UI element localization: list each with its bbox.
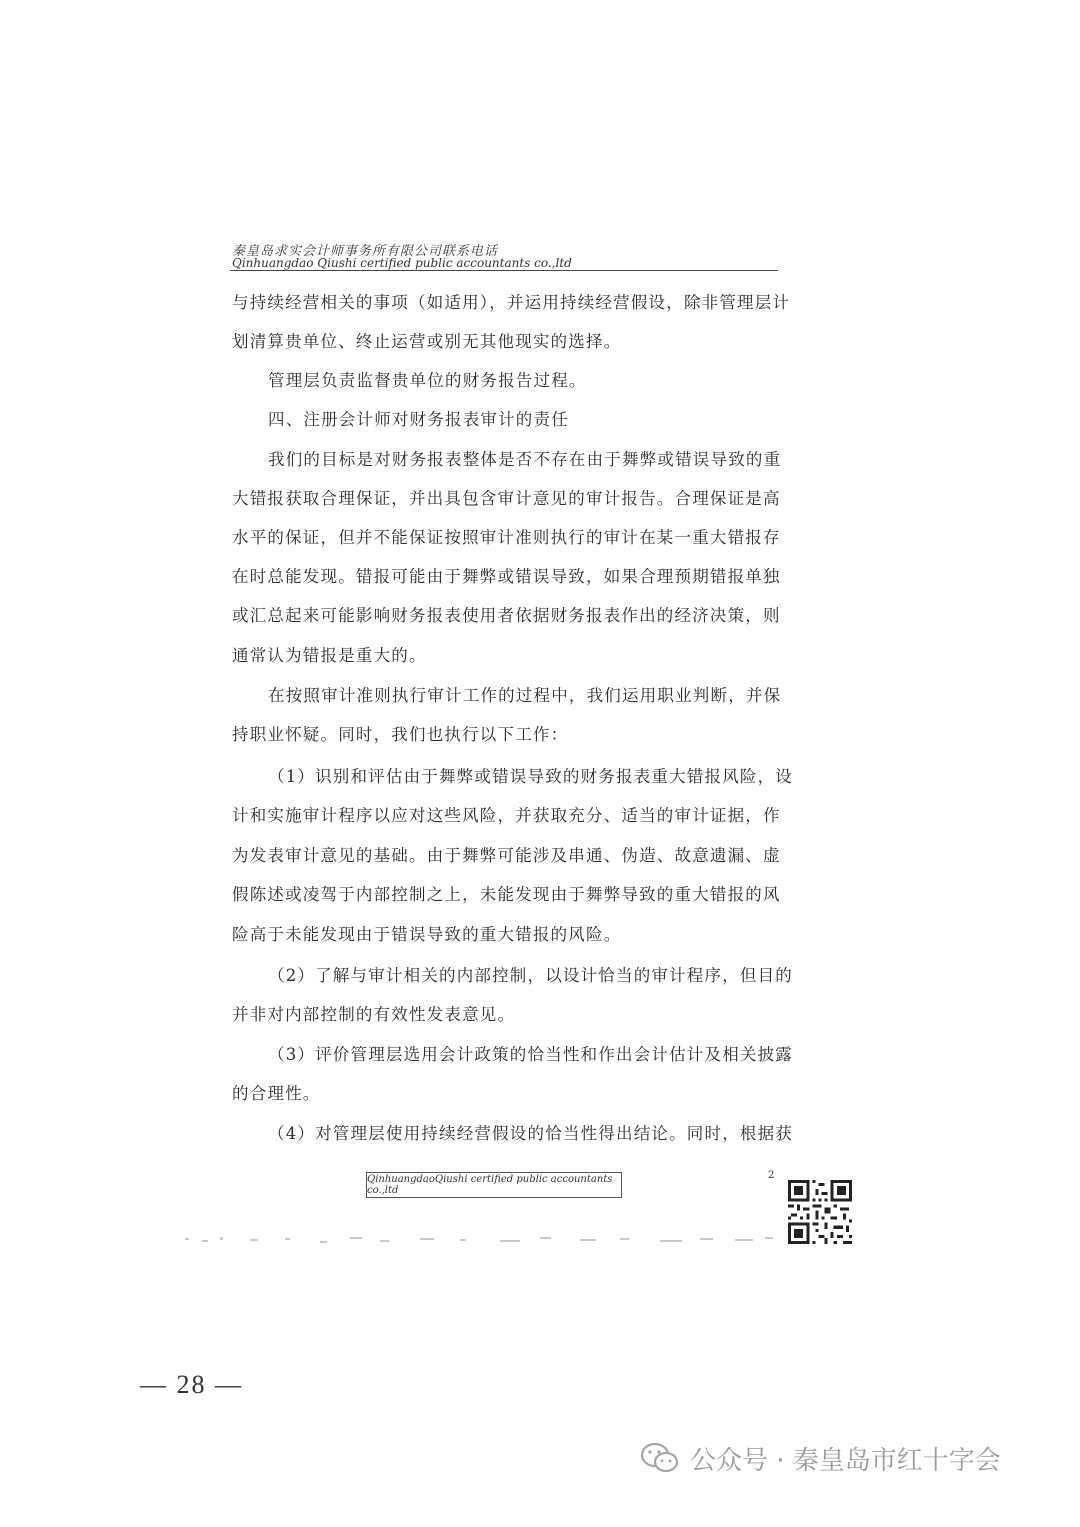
sheet-number: 2 xyxy=(768,1170,775,1181)
body-line: 在按照审计准则执行审计工作的过程中，我们运用职业判断，并保 xyxy=(268,686,782,705)
watermark-text: 公众号 · 秦皇岛市红十字会 xyxy=(690,1445,1001,1476)
body-line: 险高于未能发现由于错误导致的重大错报的风险。 xyxy=(232,925,622,944)
body-line: （4）对管理层使用持续经营假设的恰当性得出结论。同时，根据获 xyxy=(268,1124,793,1143)
header-firm-en: Qinhuangdao Qiushi certified public accountants co.,ltd xyxy=(232,256,572,270)
header-rule xyxy=(230,270,778,271)
body-line: 假陈述或凌驾于内部控制之上，未能发现由于舞弊导致的重大错报的风 xyxy=(232,885,781,904)
page-number: — 28 — xyxy=(140,1370,243,1399)
footer-firm-en: QinhuangdaoQiushi certified public accountants co.,ltd xyxy=(367,1174,613,1196)
body-line: 划清算贵单位、终止运营或别无其他现实的选择。 xyxy=(232,332,622,351)
body-line: 的合理性。 xyxy=(232,1084,321,1103)
footer-firm-box xyxy=(366,1172,622,1198)
body-line: 大错报获取合理保证，并出具包含审计意见的审计报告。合理保证是高 xyxy=(232,489,781,508)
header-firm-cn: 秦皇岛求实会计师事务所有限公司联系电话 xyxy=(232,244,499,259)
body-line: 并非对内部控制的有效性发表意见。 xyxy=(232,1005,516,1024)
qr-code-icon xyxy=(788,1180,852,1244)
body-line: 与持续经营相关的事项（如适用），并运用持续经营假设，除非管理层计 xyxy=(232,293,791,312)
body-line: 计和实施审计程序以应对这些风险，并获取充分、适当的审计证据，作 xyxy=(232,806,781,825)
body-line: （2）了解与审计相关的内部控制，以设计恰当的审计程序，但目的 xyxy=(268,966,793,985)
body-line: 为发表审计意见的基础。由于舞弊可能涉及串通、伪造、故意遗漏、虚 xyxy=(232,846,781,865)
body-line: 持职业怀疑。同时，我们也执行以下工作： xyxy=(232,725,569,744)
wechat-icon xyxy=(640,1442,680,1474)
scan-noise xyxy=(180,1232,780,1248)
watermark xyxy=(640,1440,1001,1476)
body-line: （3）评价管理层选用会计政策的恰当性和作出会计估计及相关披露 xyxy=(268,1045,793,1064)
section-heading: 四、注册会计师对财务报表审计的责任 xyxy=(268,410,569,429)
body-line: 通常认为错报是重大的。 xyxy=(232,646,427,665)
body-line: 或汇总起来可能影响财务报表使用者依据财务报表作出的经济决策，则 xyxy=(232,606,781,625)
body-line: （1）识别和评估由于舞弊或错误导致的财务报表重大错报风险，设 xyxy=(268,767,793,786)
body-line: 我们的目标是对财务报表整体是否不存在由于舞弊或错误导致的重 xyxy=(268,450,782,469)
body-line: 在时总能发现。错报可能由于舞弊或错误导致，如果合理预期错报单独 xyxy=(232,567,781,586)
body-line: 水平的保证，但并不能保证按照审计准则执行的审计在某一重大错报存 xyxy=(232,528,781,547)
body-line: 管理层负责监督贵单位的财务报告过程。 xyxy=(268,371,587,390)
